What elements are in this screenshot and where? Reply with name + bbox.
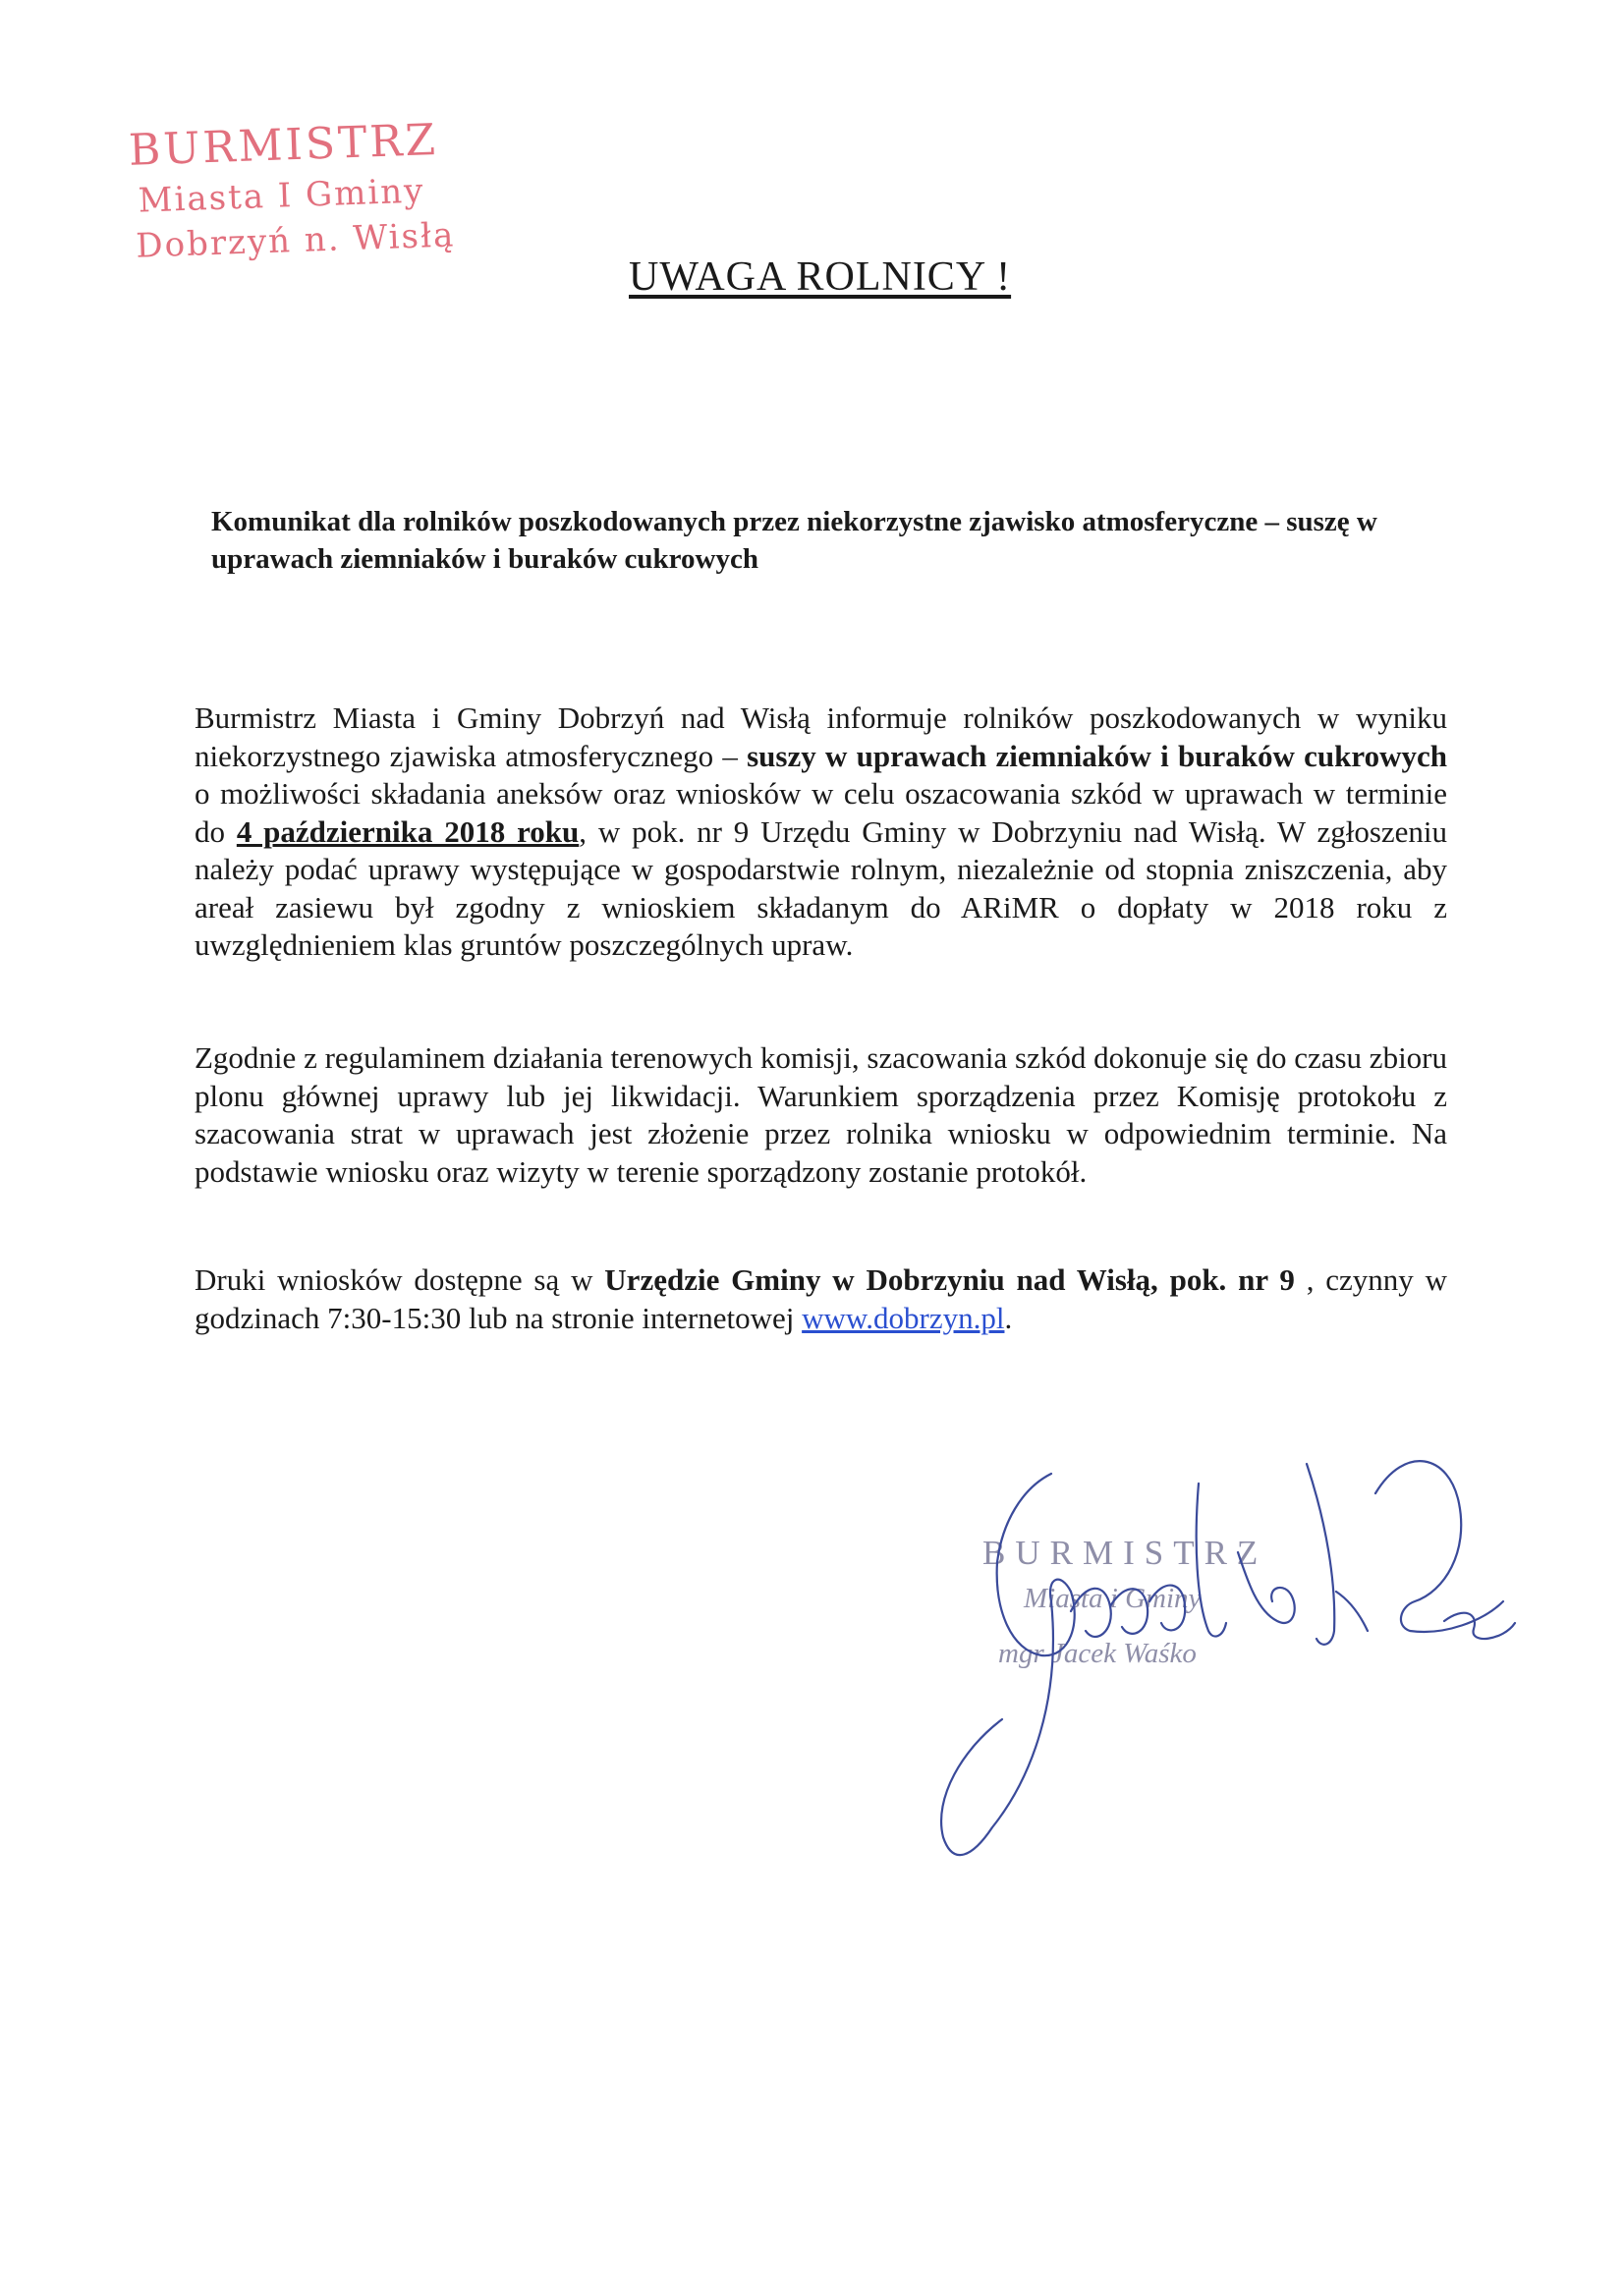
p3-bold-office: Urzędzie Gminy w Dobrzyniu nad Wisłą, pok. nr 9: [604, 1262, 1295, 1297]
handwritten-signature: [914, 1405, 1523, 1896]
website-link[interactable]: www.dobrzyn.pl: [802, 1300, 1005, 1335]
stamp-line-3: Dobrzyń n. Wisłą: [135, 215, 456, 266]
p1-bold-crops: suszy w uprawach ziemniaków i buraków cukrowych: [747, 738, 1448, 773]
p1-deadline: 4 października 2018 roku: [236, 813, 580, 849]
p3-text-1: Druki wniosków dostępne są w: [195, 1262, 605, 1297]
paragraph-announcement: [195, 700, 1447, 965]
sig-stamp-line-3: mgr Jacek Waśko: [998, 1638, 1197, 1669]
document-subtitle: Komunikat dla rolników poszkodowanych przez niekorzystne zjawisko atmosferyczne – suszę w uprawach ziemniaków i buraków cukrowych: [211, 506, 1377, 575]
p1-text-1: Burmistrz Miasta i Gminy Dobrzyń nad Wisłą informuje rolników poszkodowanych w wyniku niekorzystnego zjawiska atmosferycznego –: [195, 700, 1447, 773]
paragraph-forms: [195, 1261, 1447, 1337]
header-stamp: [126, 109, 543, 269]
p3-text-3: .: [1004, 1300, 1013, 1335]
stamp-line-2: Miasta I Gminy: [138, 171, 426, 221]
p1-text-3: , w pok. nr 9 Urzędu Gminy w Dobrzyniu nad Wisłą. W zgłoszeniu należy podać uprawy występujące w gospodarstwie rolnym, niezależnie od stopnia zniszczenia, aby areał zasiewu był zgodny z wnioskiem składanym do ARiMR o dopłaty w 2018 roku z uwzględnieniem klas gruntów poszczególnych upraw.: [195, 813, 1448, 962]
sig-stamp-line-2: Miasta i Gminy: [1024, 1583, 1202, 1614]
document-title: UWAGA ROLNICY !: [629, 254, 1012, 300]
stamp-line-1: BURMISTRZ: [128, 114, 439, 176]
paragraph-regulations: Zgodnie z regulaminem działania terenowych komisji, szacowania szkód dokonuje się do czasu zbioru plonu głównej uprawy lub jej likwidacji. Warunkiem sporządzenia przez Komisję protokołu z szacowania strat w uprawach jest złożenie przez rolnika wniosku w odpowiednim terminie. Na podstawie wniosku oraz wizyty w terenie sporządzony zostanie protokół.: [195, 1040, 1447, 1189]
p3-text-2: , czynny w godzinach 7:30-15:30 lub na stronie internetowej: [195, 1262, 1448, 1335]
sig-stamp-line-1: BURMISTRZ: [982, 1534, 1268, 1572]
p1-text-2: o możliwości składania aneksów oraz wniosków w celu oszacowania szkód w uprawach w terminie do: [195, 776, 1447, 849]
